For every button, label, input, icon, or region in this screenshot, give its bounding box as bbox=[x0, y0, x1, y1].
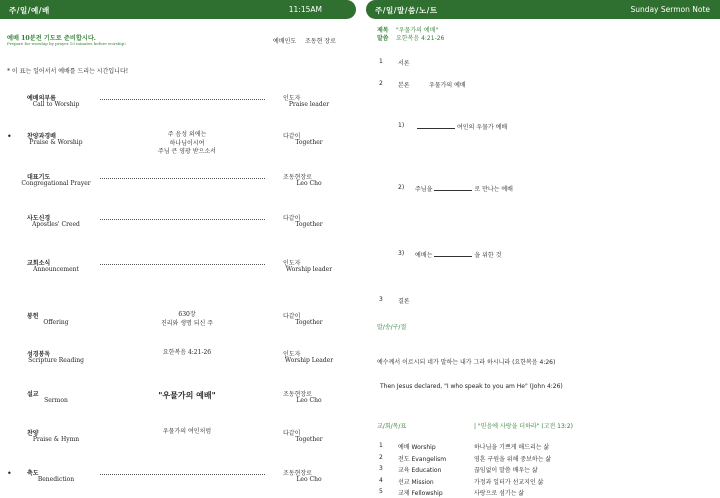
order-item-english: Sermon bbox=[44, 397, 68, 404]
fill-in-blank[interactable] bbox=[434, 251, 472, 257]
order-item-leader: 다같이 bbox=[283, 313, 301, 320]
order-item-english: Praise & Worship bbox=[29, 139, 83, 146]
order-item-leader-english: Leo Cho bbox=[296, 476, 322, 483]
order-item-leader-english: Leo Cho bbox=[296, 397, 322, 404]
order-item-leader: 다같이 bbox=[283, 215, 301, 222]
order-item-leader-english: Praise leader bbox=[288, 101, 330, 108]
order-item-english: Congregational Prayer bbox=[21, 180, 91, 187]
order-item-leader: 조동현장로 bbox=[283, 174, 312, 181]
order-item-leader-english: Worship Leader bbox=[284, 357, 334, 364]
order-item-detail-line: 우물가의 여인처럼 bbox=[162, 428, 212, 435]
mission-motto: | "믿음에 사랑을 더하라" (고전 13:2) bbox=[474, 423, 573, 430]
order-item-leader-english: Together bbox=[295, 221, 323, 228]
point-after: 로 만나는 예배 bbox=[474, 186, 513, 193]
sermon-note-subtitle: Sunday Sermon Note bbox=[630, 5, 710, 14]
order-item-leader-english: Together bbox=[295, 319, 323, 326]
order-item-title: 교회소식 bbox=[27, 260, 51, 267]
order-item-leader-english: Leo Cho bbox=[296, 180, 322, 187]
outline-number: 3 bbox=[379, 296, 383, 303]
sermon-note-title: 주/일/말/씀/노/트 bbox=[375, 6, 438, 15]
point-before: 주님을 bbox=[415, 186, 433, 193]
dotted-leader bbox=[100, 474, 265, 475]
preacher-label: 예배인도 bbox=[273, 38, 297, 45]
goal-number: 2 bbox=[379, 453, 383, 461]
order-item-leader: 다같이 bbox=[283, 133, 301, 140]
order-item-leader-english: Together bbox=[295, 139, 323, 146]
verse-heading: 말/송/구/절 bbox=[377, 324, 407, 331]
point-text bbox=[415, 122, 507, 131]
order-item-detail-line: "우물가의 예배" bbox=[158, 390, 216, 400]
order-item-detail-line: 630장 bbox=[178, 311, 196, 318]
scripture-text: 요한복음 4:21-26 bbox=[396, 35, 445, 42]
order-item-title: 찬양 bbox=[27, 430, 39, 437]
order-item-english: Offering bbox=[43, 319, 69, 326]
service-time: 11:15AM bbox=[288, 5, 322, 14]
bullet-marker: • bbox=[7, 469, 12, 478]
verse-english: Then Jesus declared, "I who speak to you am He" (John 4:26) bbox=[380, 383, 563, 390]
sermon-note-header bbox=[366, 0, 720, 19]
order-item-leader: 조동현장로 bbox=[283, 470, 312, 477]
order-item-leader: 인도자 bbox=[283, 260, 301, 267]
goal-name: 교제 Fellowship bbox=[398, 490, 443, 497]
dotted-leader bbox=[100, 264, 265, 265]
dotted-leader bbox=[100, 219, 265, 220]
order-item-title: 사도신경 bbox=[27, 215, 51, 222]
order-item-leader: 다같이 bbox=[283, 430, 301, 437]
bulletin-header bbox=[0, 0, 356, 19]
point-after: 을 위한 것 bbox=[474, 252, 502, 259]
order-item-leader: 인도자 bbox=[283, 351, 301, 358]
goal-number: 4 bbox=[379, 476, 383, 484]
goal-description: 사랑으로 섬기는 삶 bbox=[474, 490, 525, 497]
bulletin-title: 주/일/예/배 bbox=[9, 6, 50, 15]
goal-description: 영혼 구원을 위해 중보하는 삶 bbox=[474, 455, 552, 463]
bullet-marker: • bbox=[7, 132, 12, 141]
fill-in-blank[interactable] bbox=[417, 123, 455, 129]
order-item-detail-line: 요한복음 4:21-26 bbox=[162, 349, 212, 356]
order-item-title: 성경봉독 bbox=[27, 351, 51, 358]
outline-label: 서론 bbox=[398, 60, 410, 67]
order-item-detail-line: 주 음성 외에는 bbox=[167, 131, 207, 138]
prepare-korean: 예배 10분전 기도로 준비합시다. bbox=[7, 35, 96, 42]
order-item-title: 찬양과경배 bbox=[27, 133, 56, 140]
outline-number: 2 bbox=[379, 80, 383, 87]
outline-number: 1 bbox=[379, 58, 383, 65]
order-item-english: Praise & Hymn bbox=[32, 436, 80, 443]
order-item-detail bbox=[112, 349, 262, 358]
point-before: 예배는 bbox=[415, 252, 433, 259]
order-item-title: 설교 bbox=[27, 391, 39, 398]
point-text bbox=[415, 250, 501, 259]
order-item-english: Benediction bbox=[37, 476, 75, 483]
point-text bbox=[415, 184, 513, 193]
goal-number: 1 bbox=[379, 442, 383, 449]
prepare-english: Prepare for worship by prayer 10 minutes before worship! bbox=[7, 41, 126, 46]
goal-name: 전도 Evangelism bbox=[398, 455, 447, 463]
order-item-detail bbox=[112, 428, 262, 437]
order-item-detail bbox=[112, 391, 262, 400]
order-item-leader-english: Worship leader bbox=[285, 266, 333, 273]
order-item-detail-line: 진리와 생명 되신 주 bbox=[160, 319, 214, 327]
standing-note: * 이 표는 일어서서 예배를 드리는 시간입니다! bbox=[7, 68, 129, 75]
order-item-english: Scripture Reading bbox=[28, 357, 84, 364]
outline-label: 본론 bbox=[398, 82, 410, 89]
goal-number: 5 bbox=[379, 488, 383, 495]
sermon-note-page bbox=[366, 0, 720, 498]
preacher-name: 조동현 장로 bbox=[305, 38, 336, 45]
order-item-leader: 인도자 bbox=[283, 95, 301, 102]
goal-name: 교육 Education bbox=[398, 467, 442, 474]
goal-description: 가정과 일터가 선교지인 삶 bbox=[474, 478, 544, 486]
fill-in-blank[interactable] bbox=[434, 185, 472, 191]
point-number: 3) bbox=[398, 250, 405, 257]
order-item-detail bbox=[112, 311, 262, 328]
order-item-english: Call to Worship bbox=[32, 101, 80, 108]
order-item-title: 축도 bbox=[27, 470, 39, 477]
goal-description: 하나님을 기쁘게 해드리는 삶 bbox=[474, 444, 550, 451]
goal-name: 예배 Worship bbox=[398, 444, 436, 451]
order-item-title: 대표기도 bbox=[27, 174, 51, 181]
order-item-detail-line: 주님 큰 영광 받으소서 bbox=[158, 148, 216, 155]
order-item-detail bbox=[112, 131, 262, 157]
order-item-title: 예배의부름 bbox=[27, 95, 56, 102]
title-label: 제목 bbox=[377, 27, 389, 34]
order-item-english: Announcement bbox=[33, 266, 79, 273]
outline-label: 결론 bbox=[398, 298, 410, 305]
bulletin-page bbox=[0, 0, 356, 498]
point-number: 2) bbox=[398, 184, 405, 191]
sermon-title: "우물가의 예배" bbox=[396, 27, 439, 34]
order-item-leader-english: Together bbox=[295, 436, 323, 443]
goal-name: 선교 Mission bbox=[398, 478, 434, 486]
outline-detail: 우물가의 예배 bbox=[429, 82, 466, 89]
order-item-english: Apostles' Creed bbox=[32, 221, 80, 228]
order-item-title: 봉헌 bbox=[27, 313, 39, 320]
mission-heading: 교/회/목/표 bbox=[377, 423, 407, 430]
dotted-leader bbox=[100, 178, 265, 179]
goal-number: 3 bbox=[379, 465, 383, 472]
point-after: 여인의 우물가 예배 bbox=[457, 124, 508, 131]
goal-description: 끊임없이 말씀 배우는 삶 bbox=[474, 467, 538, 474]
text-label: 말씀 bbox=[377, 35, 389, 42]
dotted-leader bbox=[100, 99, 265, 100]
point-number: 1) bbox=[398, 122, 405, 129]
order-item-detail-line: 하나님이시여 bbox=[169, 139, 205, 147]
verse-korean: 예수께서 이르시되 네가 말하는 내가 그라 하시니라 (요한복음 4:26) bbox=[377, 359, 556, 366]
order-item-leader: 조동현장로 bbox=[283, 391, 312, 398]
